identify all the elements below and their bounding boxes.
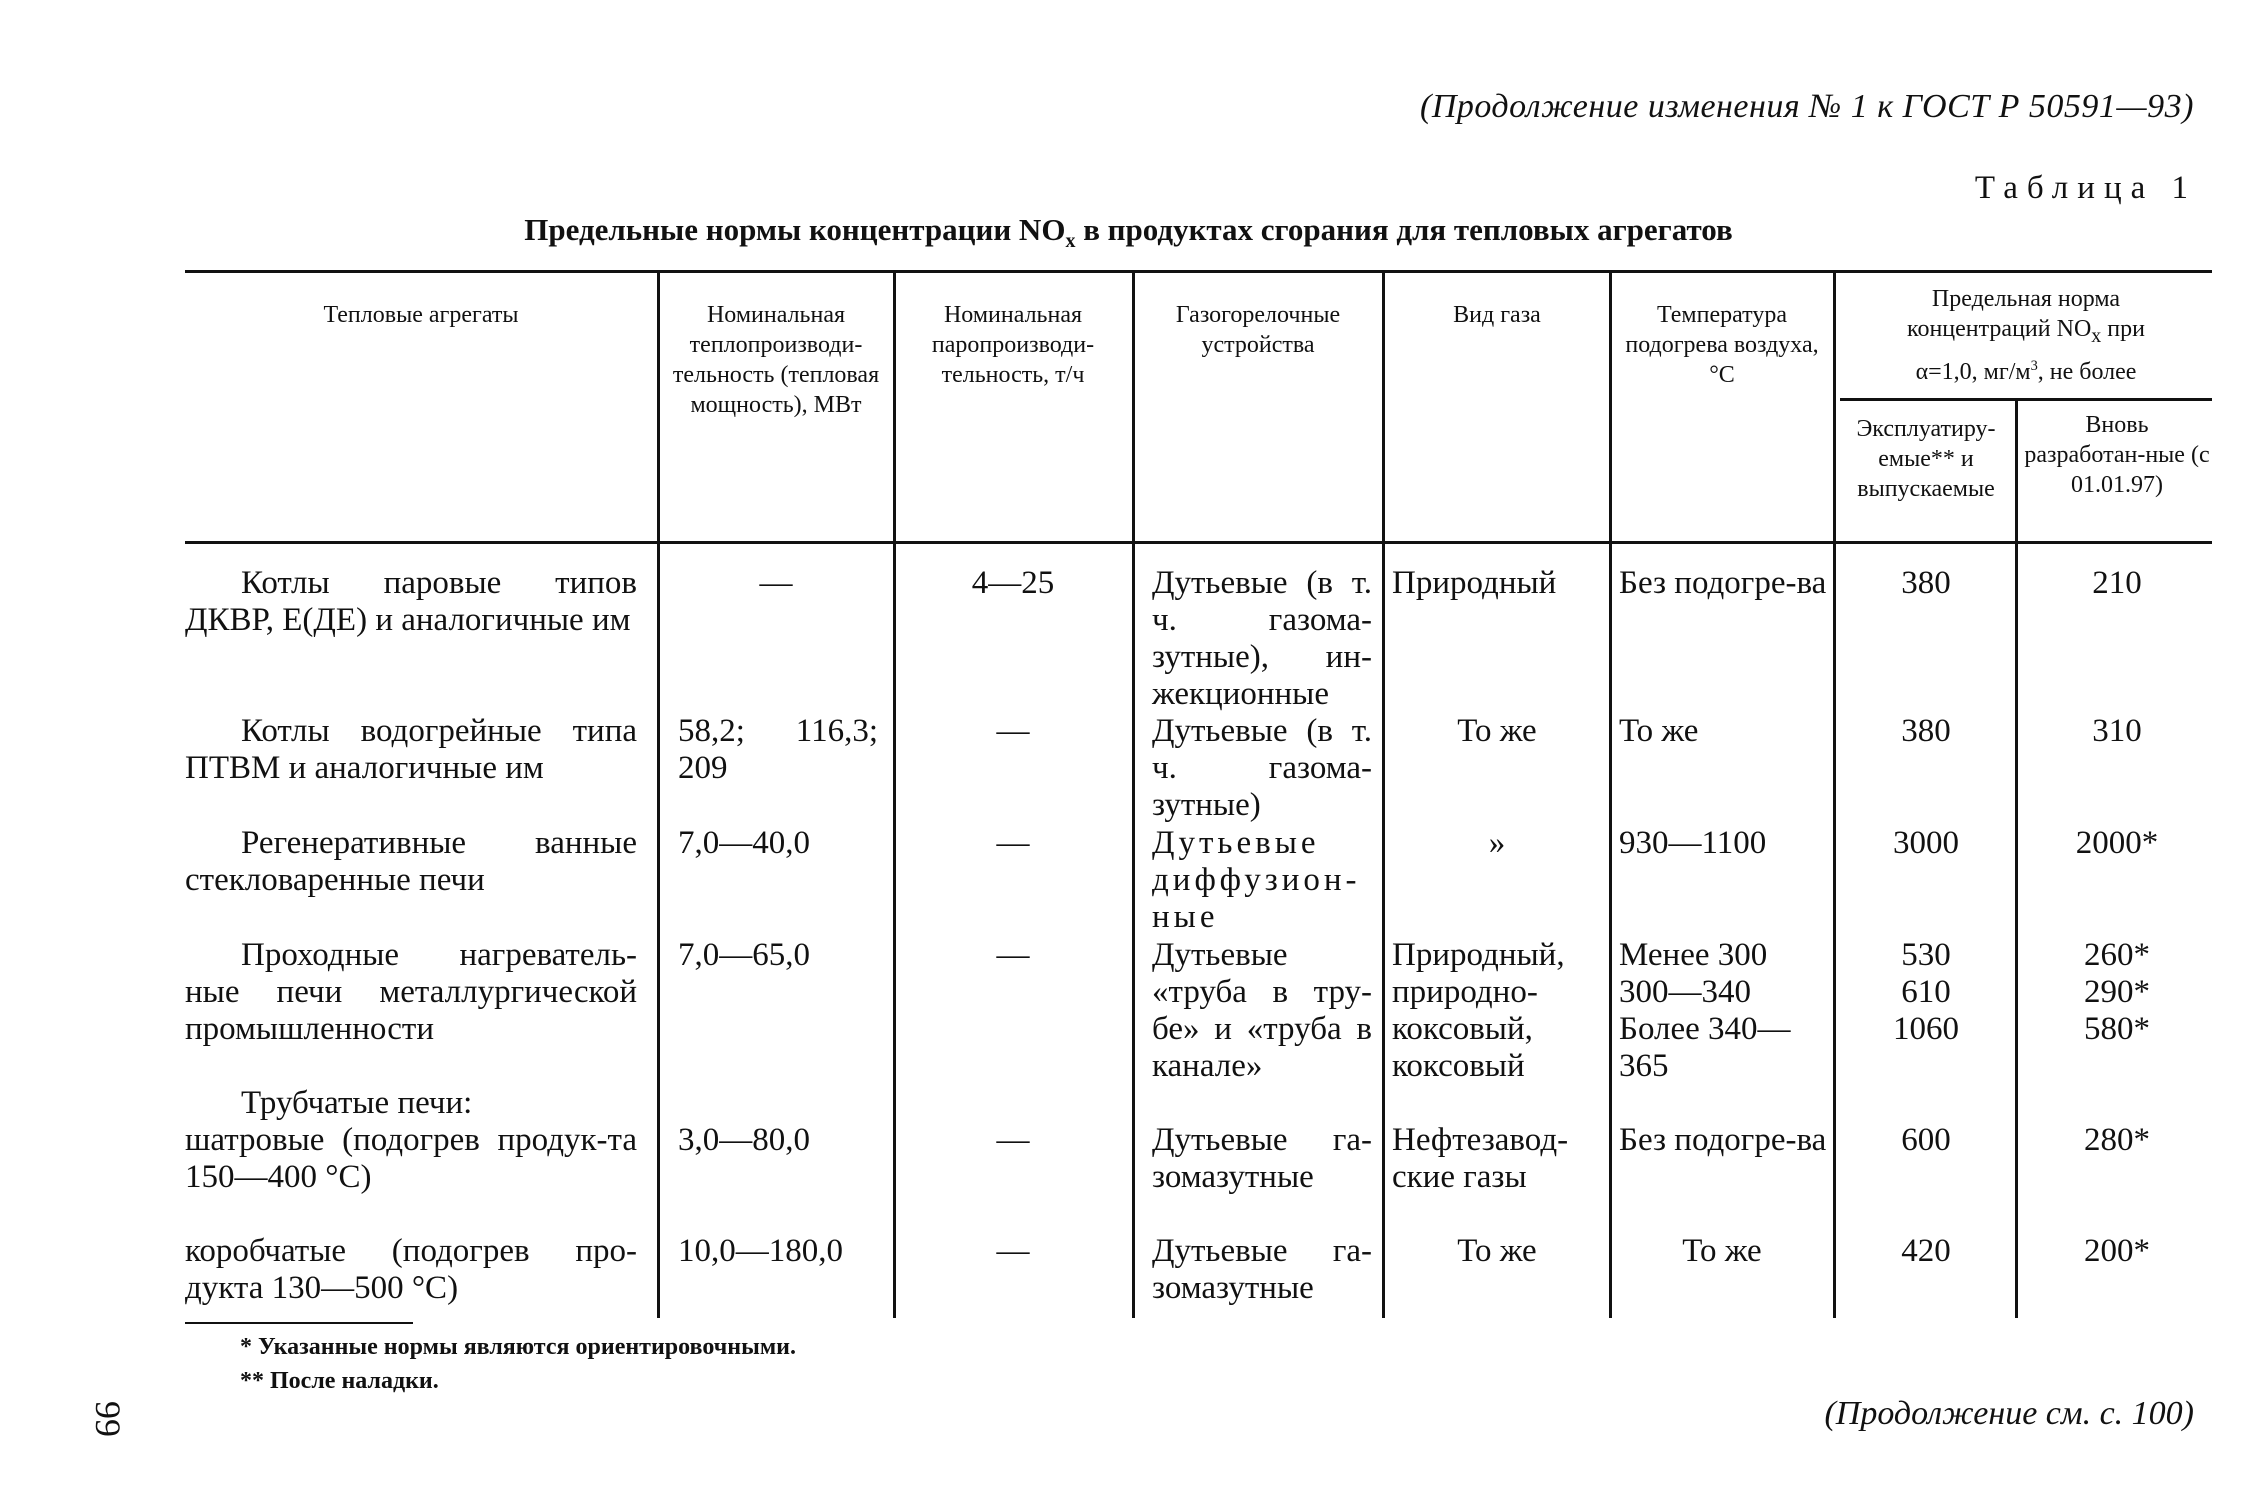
header-units: Тепловые агрегаты [323, 302, 519, 328]
row-3-unit: Регенеративные ванные стекловаренные печи [185, 825, 637, 898]
header-bottom-rule [185, 541, 2212, 544]
col-divider-5 [1609, 270, 1612, 1318]
page-number: 99 [88, 1401, 128, 1437]
row-2-gas: То же [1457, 713, 1537, 749]
row-4-new: 260* 290* 580* [2084, 937, 2150, 1047]
norm-group-rule [1840, 398, 2212, 401]
col-divider-7 [2015, 398, 2018, 1318]
table-top-rule [185, 270, 2212, 273]
table-title-subscript: x [1065, 230, 1076, 253]
col-divider-3 [1132, 270, 1135, 1318]
header-new-designs: Вновь разработан-ные (с 01.01.97) [2024, 412, 2210, 498]
row-2-steam: — [996, 713, 1030, 749]
row-3-new: 2000* [2075, 825, 2159, 861]
header-steam-capacity: Номинальная паропроизводи-тельность, т/ч [931, 302, 1095, 388]
header-gas-type: Вид газа [1453, 302, 1541, 328]
row-1-gas: Природный [1392, 565, 1557, 601]
row-6-unit: коробчатые (подогрев про-дукта 130—500 °С) [185, 1233, 637, 1306]
header-air-temp: Температура подогрева воздуха, °С [1625, 302, 1819, 388]
row-3-heat: 7,0—40,0 [678, 825, 810, 861]
row-1-temp: Без подогре-ва [1619, 565, 1827, 601]
row-6-burners: Дутьевые га-зомазутные [1152, 1233, 1372, 1306]
row-1-unit: Котлы паровые типов ДКВР, Е(ДЕ) и аналогичные им [185, 565, 637, 638]
col-divider-1 [657, 270, 660, 1318]
col-divider-4 [1382, 270, 1385, 1318]
col-divider-2 [893, 270, 896, 1318]
col-divider-6 [1833, 270, 1836, 1318]
row-4-unit: Проходные нагреватель-ные печи металлургической промышленности [185, 937, 637, 1047]
row-3-operating: 3000 [1893, 825, 1959, 861]
row-6-steam: — [996, 1233, 1030, 1269]
footnote-rule [185, 1322, 413, 1324]
row-1-new: 210 [2092, 565, 2142, 601]
row-4-steam: — [996, 937, 1030, 973]
row-5-unit: шатровые (подогрев продук-та 150—400 °С) [185, 1122, 637, 1195]
footnote-2: ** После наладки. [240, 1368, 439, 1394]
row-2-heat: 58,2; 116,3; 209 [678, 713, 878, 786]
header-norm-line-3-end: , не более [2037, 358, 2137, 385]
table-title-main: Предельные нормы концентрации NO [524, 212, 1066, 247]
row-6-temp: То же [1682, 1233, 1762, 1269]
row-1-burners: Дутьевые (в т. ч. газома-зутные), ин-жекционные [1152, 565, 1372, 712]
row-1-heat: — [759, 565, 793, 601]
footnote-1: * Указанные нормы являются ориентировочными. [240, 1334, 796, 1360]
table-label: Таблица 1 [1974, 170, 2197, 206]
header-norm-line-1: Предельная норма [1931, 286, 2121, 312]
header-norm-line-2-sub: x [2091, 324, 2102, 347]
row-4-burners: Дутьевые «труба в тру-бе» и «труба в канале» [1152, 937, 1372, 1084]
header-norm-line-2 [1845, 314, 2207, 351]
row-2-new: 310 [2092, 713, 2142, 749]
row-5-gas: Нефтезавод-ские газы [1392, 1122, 1569, 1195]
row-2-burners: Дутьевые (в т. ч. газома-зутные) [1152, 713, 1372, 823]
row-4-heat: 7,0—65,0 [678, 937, 810, 973]
table-title-rest: в продуктах сгорания для тепловых агрегатов [1075, 212, 1733, 247]
header-norm-group [1845, 284, 2207, 387]
header-heat-capacity: Номинальная теплопроизводи-тельность (тепловая мощность), МВт [672, 302, 880, 418]
row-2-operating: 380 [1901, 713, 1951, 749]
continuation-footer: (Продолжение см. с. 100) [1824, 1395, 2194, 1432]
row-5-burners: Дутьевые га-зомазутные [1152, 1122, 1372, 1195]
row-3-gas: » [1488, 825, 1506, 861]
row-4-temp: Менее 300 300—340 Более 340—365 [1619, 937, 1791, 1084]
header-operating: Эксплуатиру-емые** и выпускаемые [1856, 416, 1996, 502]
row-5-new: 280* [2084, 1122, 2150, 1158]
header-norm-line-3-text: α=1,0, мг/м [1915, 358, 2031, 385]
row-5-heat: 3,0—80,0 [678, 1122, 810, 1158]
row-4-gas: Природный, природно-коксовый, коксовый [1392, 937, 1565, 1084]
row-2-temp: То же [1619, 713, 1699, 749]
table-title [0, 212, 2257, 253]
row-6-gas: То же [1457, 1233, 1537, 1269]
header-norm-line-2-text: концентраций NO [1907, 316, 2092, 342]
header-norm-line-3-sup: 3 [2030, 357, 2038, 374]
row-3-temp: 930—1100 [1619, 825, 1767, 861]
row-5-steam: — [996, 1122, 1030, 1158]
row-2-unit: Котлы водогрейные типа ПТВМ и аналогичные им [185, 713, 637, 786]
row-1-operating: 380 [1901, 565, 1951, 601]
row-5-unit-heading: Трубчатые печи: [241, 1085, 473, 1121]
header-norm-line-2-end: при [2101, 316, 2145, 342]
row-4-operating: 530 610 1060 [1893, 937, 1959, 1047]
continuation-header: (Продолжение изменения № 1 к ГОСТ Р 50591—93) [1420, 88, 2194, 125]
row-5-temp: Без подогре-ва [1619, 1122, 1827, 1158]
row-6-operating: 420 [1901, 1233, 1951, 1269]
row-1-steam: 4—25 [971, 565, 1055, 601]
header-norm-line-3 [1845, 351, 2207, 387]
row-6-new: 200* [2084, 1233, 2150, 1269]
row-3-burners: Дутьевые диффузион-ные [1152, 825, 1361, 935]
header-burners: Газогорелочные устройства [1175, 302, 1341, 358]
row-6-heat: 10,0—180,0 [678, 1233, 843, 1269]
row-5-operating: 600 [1901, 1122, 1951, 1158]
row-3-steam: — [996, 825, 1030, 861]
